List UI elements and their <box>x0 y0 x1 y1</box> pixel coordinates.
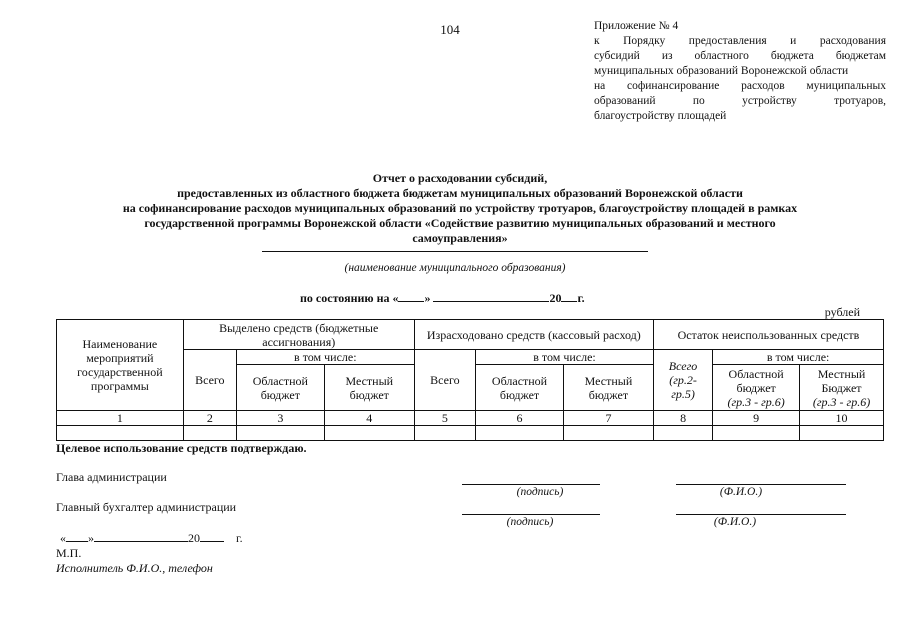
as-of-suffix: г. <box>577 291 585 305</box>
table-cell[interactable] <box>324 426 414 441</box>
column-number: 5 <box>414 411 475 426</box>
municipality-field[interactable] <box>262 251 648 252</box>
head-label: Глава администрации <box>56 470 167 484</box>
table-cell[interactable] <box>800 426 884 441</box>
appendix-block <box>594 19 886 124</box>
table-cell[interactable] <box>563 426 653 441</box>
header-local: Местный бюджет <box>324 365 414 411</box>
date-year-prefix: 20 <box>188 531 200 545</box>
column-number: 3 <box>236 411 324 426</box>
title-line: Отчет о расходовании субсидий, <box>372 171 548 185</box>
table-cell[interactable] <box>713 426 800 441</box>
report-table <box>56 319 884 441</box>
title-line: на софинансирование расходов муниципальных образований по устройству тротуаров, благоустройству площадей в рамках <box>122 201 798 215</box>
as-of-day-field[interactable] <box>398 290 424 302</box>
column-number: 1 <box>57 411 184 426</box>
page-number: 104 <box>440 22 460 37</box>
title-line: самоуправления» <box>412 231 508 245</box>
header-local: Местный бюджет <box>563 365 653 411</box>
as-of-year-prefix: 20 <box>549 291 562 305</box>
column-number: 7 <box>563 411 653 426</box>
title-line: государственной программы Воронежской области «Содействие развитию муниципальных образований и местного <box>144 216 776 230</box>
accountant-name-caption: (Ф.И.О.) <box>713 516 757 528</box>
title-line: предоставленных из областного бюджета бюджетам муниципальных образований Воронежской области <box>177 186 743 200</box>
header-regional: Областной бюджет <box>236 365 324 411</box>
table-cell[interactable] <box>414 426 475 441</box>
header-local-remaining <box>800 365 884 411</box>
header-spent: Израсходовано средств (кассовый расход) <box>414 320 653 350</box>
appendix-line: благоустройству площадей <box>594 110 727 122</box>
head-name-caption: (Ф.И.О.) <box>719 486 763 498</box>
header-including: в том числе: <box>476 350 654 365</box>
date-year-field[interactable] <box>200 530 224 542</box>
table-cell[interactable] <box>183 426 236 441</box>
header-name: Наименование мероприятий государственной программы <box>57 320 184 411</box>
stamp-label: М.П. <box>56 546 82 560</box>
as-of-date <box>300 290 610 306</box>
header-total: Всего <box>183 350 236 411</box>
header-remaining: Остаток неиспользованных средств <box>653 320 883 350</box>
units-label: рублей <box>824 305 860 319</box>
table-row <box>57 426 884 441</box>
regional-remaining-label: Областной бюджет <box>728 366 784 395</box>
appendix-line: на софинансирование расходов муниципальных <box>594 80 886 92</box>
column-number-row <box>57 411 884 426</box>
executor-label: Исполнитель Ф.И.О., телефон <box>56 561 213 575</box>
accountant-signature-caption: (подпись) <box>506 516 554 528</box>
header-total-remaining: Всего (гр.2- гр.5) <box>653 350 712 411</box>
accountant-label: Главный бухгалтер администрации <box>56 500 237 514</box>
appendix-line: к Порядку предоставления и расходования <box>594 35 886 47</box>
head-signature-caption: (подпись) <box>516 486 564 498</box>
as-of-year-field[interactable] <box>561 290 577 302</box>
appendix-line: образований по устройству тротуаров, <box>594 95 886 107</box>
column-number: 10 <box>800 411 884 426</box>
date-month-field[interactable] <box>94 530 188 542</box>
local-remaining-label: Местный Бюджет <box>817 366 866 395</box>
date-suffix: г. <box>236 531 243 545</box>
date-day-field[interactable] <box>66 530 88 542</box>
table-cell[interactable] <box>57 426 184 441</box>
column-number: 6 <box>476 411 564 426</box>
table-cell[interactable] <box>653 426 712 441</box>
date-close-quote: » <box>88 531 94 545</box>
column-number: 4 <box>324 411 414 426</box>
header-including: в том числе: <box>713 350 884 365</box>
header-regional-remaining <box>713 365 800 411</box>
appendix-line: субсидий из областного бюджета бюджетам <box>594 50 886 62</box>
table-cell[interactable] <box>236 426 324 441</box>
regional-remaining-formula: (гр.3 - гр.6) <box>727 394 785 409</box>
date-open-quote: « <box>60 531 66 545</box>
date-line <box>60 530 243 546</box>
municipality-caption: (наименование муниципального образования) <box>344 262 566 274</box>
header-regional: Областной бюджет <box>476 365 564 411</box>
appendix-title: Приложение № 4 <box>594 20 679 32</box>
header-including: в том числе: <box>236 350 414 365</box>
appendix-line: муниципальных образований Воронежской области <box>594 65 849 77</box>
as-of-month-field[interactable] <box>433 290 549 302</box>
accountant-name-field[interactable] <box>676 514 846 515</box>
column-number: 9 <box>713 411 800 426</box>
report-title <box>60 171 860 246</box>
head-name-field[interactable] <box>676 484 846 485</box>
header-total: Всего <box>414 350 475 411</box>
head-signature-field[interactable] <box>462 484 600 485</box>
local-remaining-formula: (гр.3 - гр.6) <box>812 394 871 409</box>
confirm-text: Целевое использование средств подтверждаю. <box>56 441 307 455</box>
accountant-signature-field[interactable] <box>462 514 600 515</box>
column-number: 2 <box>183 411 236 426</box>
as-of-quote: » <box>424 291 431 305</box>
table-cell[interactable] <box>476 426 564 441</box>
header-allocated: Выделено средств (бюджетные ассигнования) <box>183 320 414 350</box>
column-number: 8 <box>653 411 712 426</box>
as-of-prefix: по состоянию на « <box>300 291 399 305</box>
